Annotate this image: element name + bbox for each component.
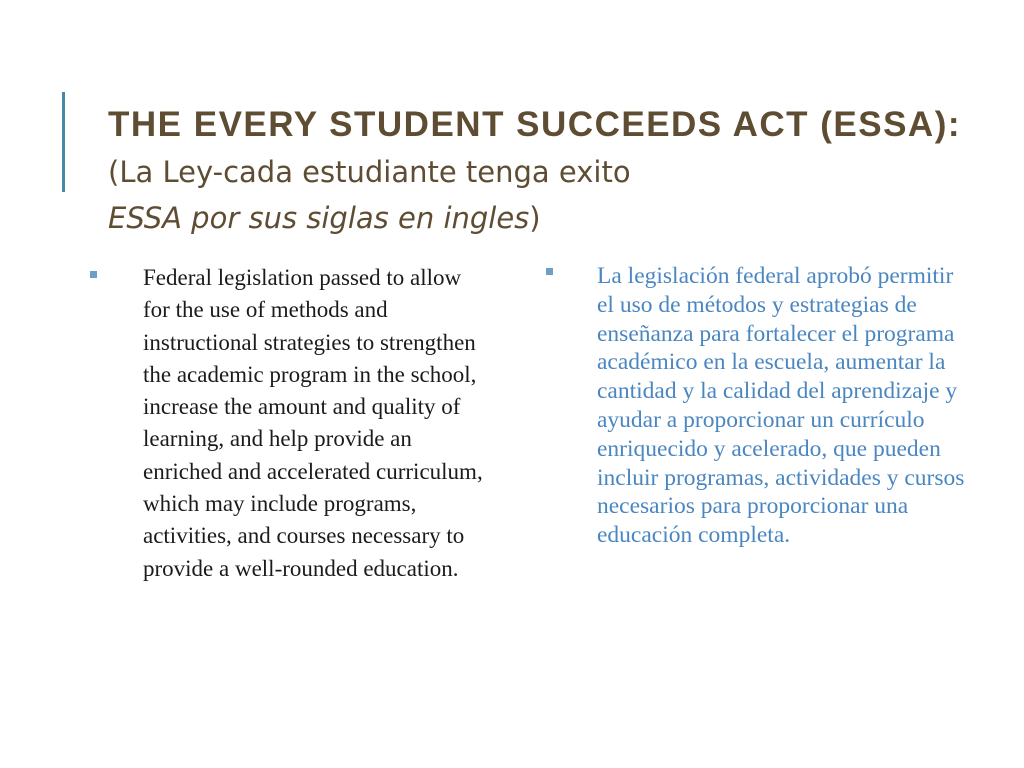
title-accent-bar — [62, 92, 65, 192]
title-line-spanish: (La Ley-cada estudiante tenga exito — [108, 155, 631, 189]
title-line-english: THE EVERY STUDENT SUCCEEDS ACT (ESSA): — [108, 105, 962, 144]
title-italic-text: ESSA por sus siglas en ingles — [108, 201, 530, 235]
spanish-bullet-text: La legislación federal aprobó permitir el uso de métodos y estrategias de enseñanza para fortalecer el programa académico en la escuela, aumentar la cantidad y la calidad del aprendizaje y ayudar a proporcionar un currículo enriquecido y acelerado, que pueden incluir programas, actividades y cursos necesarios para proporcionar una educación completa. — [597, 263, 965, 549]
english-bullet-item — [90, 262, 490, 585]
slide-title — [108, 100, 988, 242]
square-bullet-icon — [90, 271, 97, 278]
english-column — [90, 262, 490, 585]
title-line-spanish-note — [108, 194, 988, 242]
spanish-column — [546, 262, 966, 550]
spanish-bullet-item — [546, 262, 966, 550]
title-close-paren: ) — [529, 201, 541, 235]
english-bullet-text: Federal legislation passed to allow for the use of methods and instructional strategies to strengthen the academic program in the school, increase the amount and quality of learning, and help provide an enriched and accelerated curriculum, which may include programs, activities, and courses necessary to provide a well-rounded education. — [143, 265, 483, 581]
square-bullet-icon — [546, 268, 553, 275]
